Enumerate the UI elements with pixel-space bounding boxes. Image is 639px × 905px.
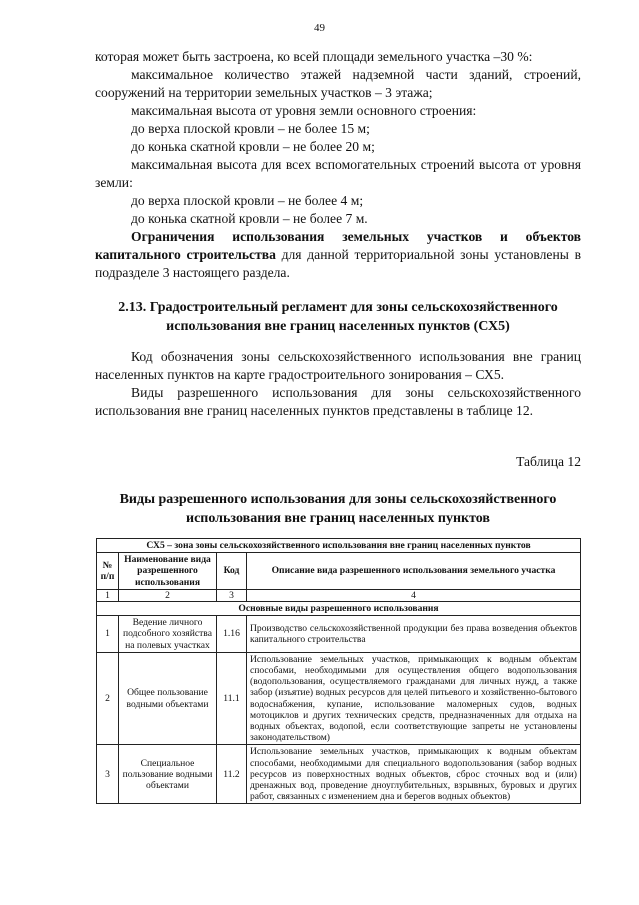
paragraph-restrictions [95, 228, 581, 282]
paragraph-pitched-roof-main: до конька скатной кровли – не более 20 м; [131, 139, 375, 154]
table-section-main-uses: Основные виды разрешенного использования [97, 602, 581, 616]
cell-code: 1.16 [217, 616, 247, 653]
column-number-3: 3 [217, 589, 247, 601]
paragraph-flat-roof-aux: до верха плоской кровли – не более 4 м; [131, 193, 364, 208]
paragraph-pitched-roof-aux: до конька скатной кровли – не более 7 м. [131, 211, 368, 226]
table-header-row [97, 553, 581, 590]
table-title: Виды разрешенного использования для зоны сельскохозяйственного использования вне границ населенных пунктов [119, 492, 557, 526]
paragraph-height-main: максимальная высота от уровня земли основного строения: [131, 103, 477, 118]
table-row [97, 745, 581, 804]
body-text-middle [95, 348, 581, 420]
table-row [97, 616, 581, 653]
column-number-1: 1 [97, 589, 119, 601]
cell-number: 2 [97, 652, 119, 745]
cell-name: Ведение личного подсобного хозяйства на полевых участках [119, 616, 217, 653]
cell-number: 1 [97, 616, 119, 653]
column-number-2: 2 [119, 589, 217, 601]
paragraph-floors: максимальное количество этажей надземной части зданий, строений, сооружений на территории земельных участков – 3 этажа; [95, 67, 581, 100]
cell-code: 11.1 [217, 652, 247, 745]
section-heading: 2.13. Градостроительный регламент для зоны сельскохозяйственного использования вне границ населенных пунктов (СХ5) [118, 300, 558, 334]
table-zone-header: СХ5 – зона зоны сельскохозяйственного использования вне границ населенных пунктов [97, 539, 581, 553]
table-row [97, 652, 581, 745]
cell-name: Общее пользование водными объектами [119, 652, 217, 745]
table-section-row [97, 602, 581, 616]
table-zone-header-row [97, 539, 581, 553]
column-header-description: Описание вида разрешенного использования земельного участка [247, 553, 581, 590]
cell-name: Специальное пользование водными объектами [119, 745, 217, 804]
restrictions-rest-text: для данной территориальной зоны установлены в подразделе 3 настоящего раздела. [95, 247, 581, 280]
column-header-number: № п/п [97, 553, 119, 590]
paragraph-height-auxiliary: максимальная высота для всех вспомогательных строений высота от уровня земли: [95, 157, 581, 190]
table-container [96, 538, 580, 804]
cell-code: 11.2 [217, 745, 247, 804]
paragraph-coverage: которая может быть застроена, ко всей площади земельного участка –30 %: [95, 49, 533, 64]
restrictions-bold-text: Ограничения использования земельных участков и объектов капитального строительства [95, 229, 581, 262]
page-number: 49 [314, 22, 325, 34]
table-column-numbers-row [97, 589, 581, 601]
permitted-uses-table [96, 538, 581, 804]
cell-description: Использование земельных участков, примыкающих к водным объектам способами, необходимыми для специального водопользования (забор водных ресурсов из поверхностных водных объектов, сброс сточных вод и (или) дренажных вод, проведение дноуглубительных, взрывных, буровых и других работ, связанных с изменением дна и берегов водных объектов) [247, 745, 581, 804]
column-number-4: 4 [247, 589, 581, 601]
table-caption: Таблица 12 [516, 454, 581, 469]
column-header-name: Наименование вида разрешенного использования [119, 553, 217, 590]
paragraph-zone-code: Код обозначения зоны сельскохозяйственного использования вне границ населенных пунктов на карте градостроительного зонирования – СХ5. [95, 349, 581, 382]
body-text-top [95, 48, 581, 282]
paragraph-table-reference: Виды разрешенного использования для зоны сельскохозяйственного использования вне границ населенных пунктов представлены в таблице 12. [95, 385, 581, 418]
cell-description: Производство сельскохозяйственной продукции без права возведения объектов капитального строительства [247, 616, 581, 653]
cell-description: Использование земельных участков, примыкающих к водным объектам способами, необходимыми для осуществления общего водопользования (водопользования, осуществляемого гражданами для личных нужд, а также забор (изъятие) водных ресурсов для целей питьевого и хозяйственно-бытового водоснабжения, купание, использование маломерных судов, водных мотоциклов и других технических средств, предназначенных для отдыха на водных объектах, водопой, если соответствующие запреты не установлены законодательством) [247, 652, 581, 745]
column-header-code: Код [217, 553, 247, 590]
paragraph-flat-roof-main: до верха плоской кровли – не более 15 м; [131, 121, 370, 136]
cell-number: 3 [97, 745, 119, 804]
